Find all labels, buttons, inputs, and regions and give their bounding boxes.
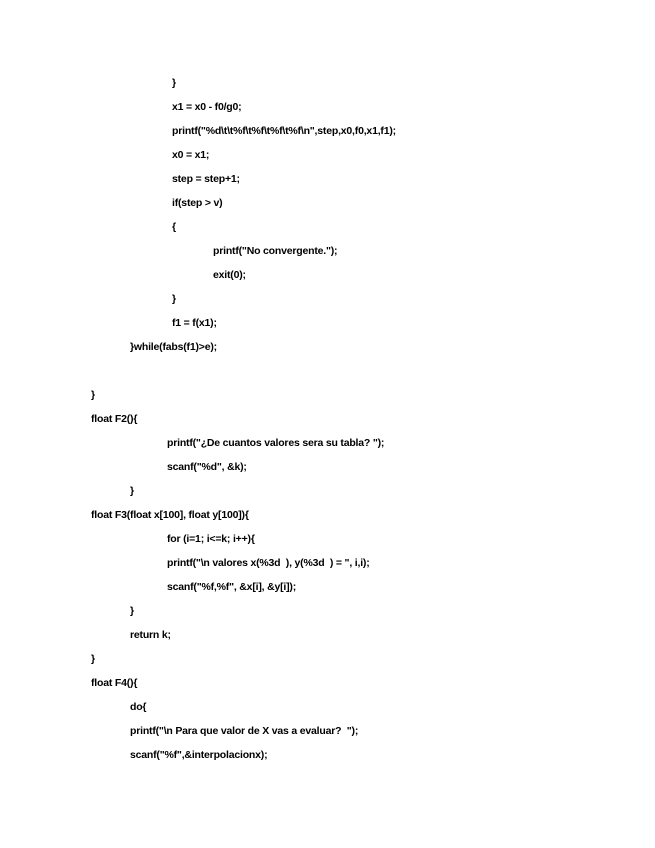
- code-line-closing-brace: }: [91, 653, 95, 665]
- code-line-x0-assignment: x0 = x1;: [172, 149, 210, 161]
- code-line-scanf-k: scanf("%d", &k);: [167, 461, 247, 473]
- code-line-closing-brace: }: [172, 77, 176, 89]
- code-line-scanf-xy: scanf("%f,%f", &x[i], &y[i]);: [167, 581, 296, 593]
- code-line-f4-declaration: float F4(){: [91, 677, 138, 689]
- code-line-printf-step: printf("%d\t\t%f\t%f\t%f\t%f\n",step,x0,f0,x1,f1);: [172, 125, 396, 137]
- code-line-return-k: return k;: [130, 629, 171, 641]
- code-line-if-step: if(step > v): [172, 197, 223, 209]
- code-line-while: }while(fabs(f1)>e);: [130, 341, 217, 353]
- code-line-closing-brace: }: [91, 389, 95, 401]
- code-line-f2-declaration: float F2(){: [91, 413, 138, 425]
- code-line-x1-assignment: x1 = x0 - f0/g0;: [172, 101, 242, 113]
- code-line-for-loop: for (i=1; i<=k; i++){: [167, 533, 255, 545]
- code-line-printf-no-convergente: printf("No convergente.");: [213, 245, 338, 257]
- code-line-f1-assignment: f1 = f(x1);: [172, 317, 217, 329]
- code-line-closing-brace: }: [130, 605, 134, 617]
- code-line-do: do{: [130, 701, 147, 713]
- code-line-opening-brace: {: [172, 221, 176, 233]
- code-line-printf-evaluar: printf("\n Para que valor de X vas a evaluar? ");: [130, 725, 359, 737]
- code-line-printf-valores: printf("\n valores x(%3d ), y(%3d ) = ", i,i);: [167, 557, 370, 569]
- code-line-closing-brace: }: [130, 485, 134, 497]
- code-line-scanf-interpolacion: scanf("%f",&interpolacionx);: [130, 749, 268, 761]
- code-line-step-increment: step = step+1;: [172, 173, 240, 185]
- code-line-f3-declaration: float F3(float x[100], float y[100]){: [91, 509, 249, 521]
- code-line-printf-tabla: printf("¿De cuantos valores sera su tabla? ");: [167, 437, 385, 449]
- code-line-closing-brace: }: [172, 293, 176, 305]
- code-line-exit: exit(0);: [213, 269, 246, 281]
